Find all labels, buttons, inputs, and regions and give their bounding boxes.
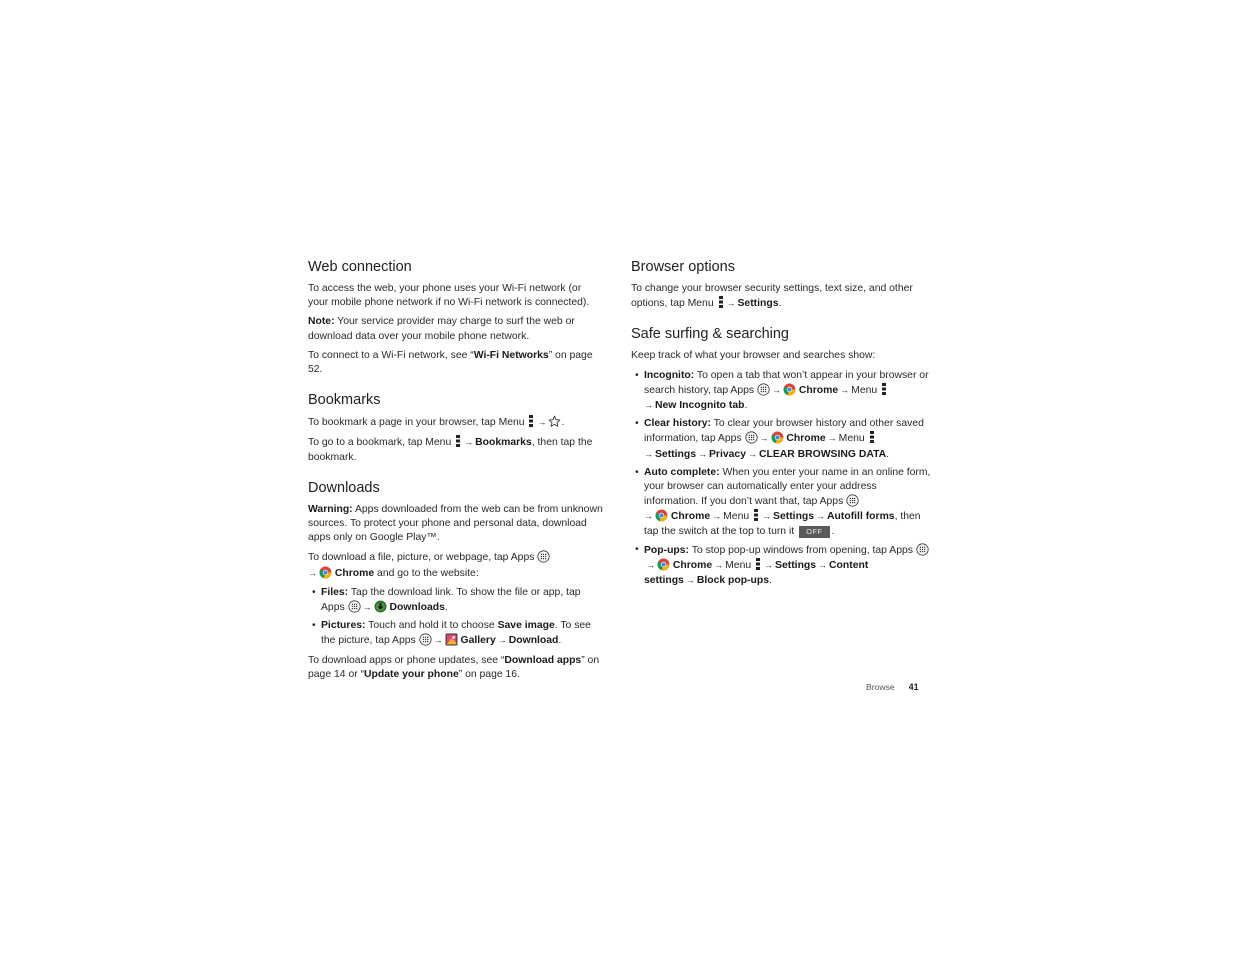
downloads-p3: To download apps or phone updates, see “Download apps” on page 14 or “Update your phone” on page 16. (308, 654, 600, 680)
safe-surfing-intro: Keep track of what your browser and searches show: (631, 350, 876, 362)
web-connection-see: To connect to a Wi-Fi network, see “Wi-Fi Networks” on page 52. (308, 349, 593, 376)
section-bookmarks (308, 391, 604, 465)
link-update-your-phone[interactable]: Update your phone (364, 668, 459, 680)
apps-icon (348, 600, 361, 613)
chrome-icon (657, 558, 670, 571)
apps-icon (916, 543, 929, 556)
heading-web-connection: Web connection (308, 259, 412, 275)
footer-section: Browse (866, 682, 895, 692)
chrome-icon (771, 431, 784, 444)
section-web-connection (308, 258, 604, 377)
chrome-icon (319, 566, 332, 579)
off-switch[interactable]: OFF (799, 526, 830, 538)
apps-icon (757, 383, 770, 396)
bookmarks-p2: To go to a bookmark, tap Menu → Bookmarks, then tap the bookmark. (308, 437, 593, 463)
list-item: • Auto complete: When you enter your name in an online form, your browser can automatically enter your address information. If you don’t want that, tap Apps → Chrome → Menu → Settings → Autofill forms, then tap the switch at the top to turn it OFF . (635, 466, 931, 537)
list-item: • Incognito: To open a tab that won’t appear in your browser or search history, tap Apps → Chrome → Menu → New Incognito tab. (635, 369, 929, 412)
web-connection-note: Note: Your service provider may charge to surf the web or download data over your mobile phone network. (308, 316, 575, 342)
list-item: • Pop-ups: To stop pop-up windows from opening, tap Apps → Chrome → Menu → Settings → Content settings → Block pop-ups. (631, 543, 931, 589)
gallery-icon (445, 633, 458, 646)
page-footer (866, 682, 919, 692)
safe-surfing-list (631, 369, 931, 589)
menu-icon (754, 509, 758, 521)
downloads-warning: Warning: Apps downloaded from the web can be from unknown sources. To protect your phone and personal data, download apps only on Google Play™. (308, 503, 603, 544)
menu-icon (719, 296, 723, 308)
menu-icon (456, 435, 460, 447)
downloads-icon (374, 600, 387, 613)
chrome-icon (655, 509, 668, 522)
heading-safe-surfing: Safe surfing & searching (631, 326, 789, 343)
heading-browser-options: Browser options (631, 259, 735, 275)
apps-icon (745, 431, 758, 444)
left-column (308, 258, 604, 696)
menu-icon (529, 415, 533, 427)
apps-icon (846, 494, 859, 507)
section-browser-options (631, 258, 931, 311)
menu-icon (756, 558, 760, 570)
section-safe-surfing (631, 325, 931, 588)
apps-icon (537, 550, 550, 563)
section-downloads (308, 479, 604, 682)
menu-icon (870, 431, 874, 443)
bookmarks-p1: To bookmark a page in your browser, tap Menu → . (308, 417, 565, 429)
list-item: • Pictures: Touch and hold it to choose Save image. To see the picture, tap Apps → Gallery → Download. (312, 620, 591, 647)
downloads-list (308, 586, 604, 649)
star-icon (548, 415, 561, 428)
browser-options-p1: To change your browser security settings, text size, and other options, tap Menu → Settings. (631, 283, 913, 310)
link-wifi-networks[interactable]: Wi-Fi Networks (473, 349, 549, 361)
downloads-p2: To download a file, picture, or webpage, tap Apps → Chrome and go to the website: (308, 550, 604, 580)
heading-downloads: Downloads (308, 479, 380, 496)
link-download-apps[interactable]: Download apps (504, 654, 582, 666)
web-connection-intro: To access the web, your phone uses your Wi-Fi network (or your mobile phone network if no Wi-Fi network is connected). (308, 283, 590, 309)
page-number: 41 (908, 682, 919, 692)
apps-icon (419, 633, 432, 646)
heading-bookmarks: Bookmarks (308, 392, 381, 409)
right-column (631, 258, 931, 602)
menu-icon (882, 383, 886, 395)
list-item: • Files: Tap the download link. To show the file or app, tap Apps → Downloads. (312, 586, 581, 614)
list-item: • Clear history: To clear your browser history and other saved information, tap Apps → Chrome → Menu → Settings → Privacy → CLEAR BROWSING DATA. (635, 418, 924, 460)
chrome-icon (783, 383, 796, 396)
